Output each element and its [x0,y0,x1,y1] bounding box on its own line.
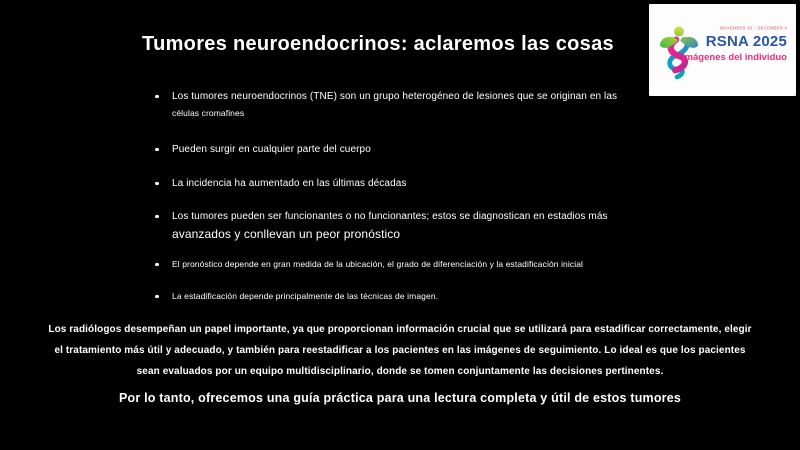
bullet-line: avanzados y conllevan un peor pronóstico [172,227,401,241]
bullet-dot-icon [155,295,159,299]
paragraph-line: Los radiólogos desempeñan un papel importante, ya que proporcionan información crucial que se utilizará para estadificar correctamente, elegir [48,324,752,335]
rsna-logo-text [682,26,787,63]
bullet-line: células cromafines [172,108,245,118]
bullet-line: La estadificación depende principalmente de las técnicas de imagen. [172,291,439,301]
bullet-item [155,175,685,192]
bullet-dot-icon [155,148,159,152]
bullet-line: El pronóstico depende en gran medida de la ubicación, el grado de diferenciación y la estadificación inicial [172,259,584,269]
bullet-line: Los tumores pueden ser funcionantes o no funcionantes; estos se diagnostican en estadios más [172,211,608,222]
bullet-dot-icon [155,263,159,267]
bullet-item [155,256,685,273]
closing-statement: Por lo tanto, ofrecemos una guía práctica para una lectura completa y útil de estos tumores [118,391,682,405]
rsna-tagline: Imágenes del individuo [681,52,787,63]
bullet-item [155,288,685,305]
bullet-line: La incidencia ha aumentado en las últimas décadas [172,178,407,189]
rsna-logo-card [649,4,796,96]
bullet-dot-icon [155,182,159,186]
page-title: Tumores neuroendocrinos: aclaremos las cosas [142,33,614,55]
bullet-list [155,88,685,305]
bullet-item [155,141,685,158]
bullet-dot-icon [155,215,159,219]
rsna-name: RSNA 2025 [705,33,787,50]
bullet-line: Los tumores neuroendocrinos (TNE) son un grupo heterogéneo de lesiones que se originan en las [172,91,618,102]
bullet-line: Pueden surgir en cualquier parte del cuerpo [172,144,371,155]
bullet-dot-icon [155,95,159,99]
summary-paragraph [0,319,800,382]
bullet-item [155,208,685,244]
paragraph-line: sean evaluados por un equipo multidisciplinario, donde se tomen conjuntamente las decisiones pertinentes. [136,366,664,377]
rsna-dates: NOVEMBER 30 – DECEMBER 4 [719,26,787,32]
paragraph-line: el tratamiento más útil y adecuado, y también para reestadificar a los pacientes en las imágenes de seguimiento. Lo ideal es que los pacientes [54,345,746,356]
bullet-item [155,88,685,122]
